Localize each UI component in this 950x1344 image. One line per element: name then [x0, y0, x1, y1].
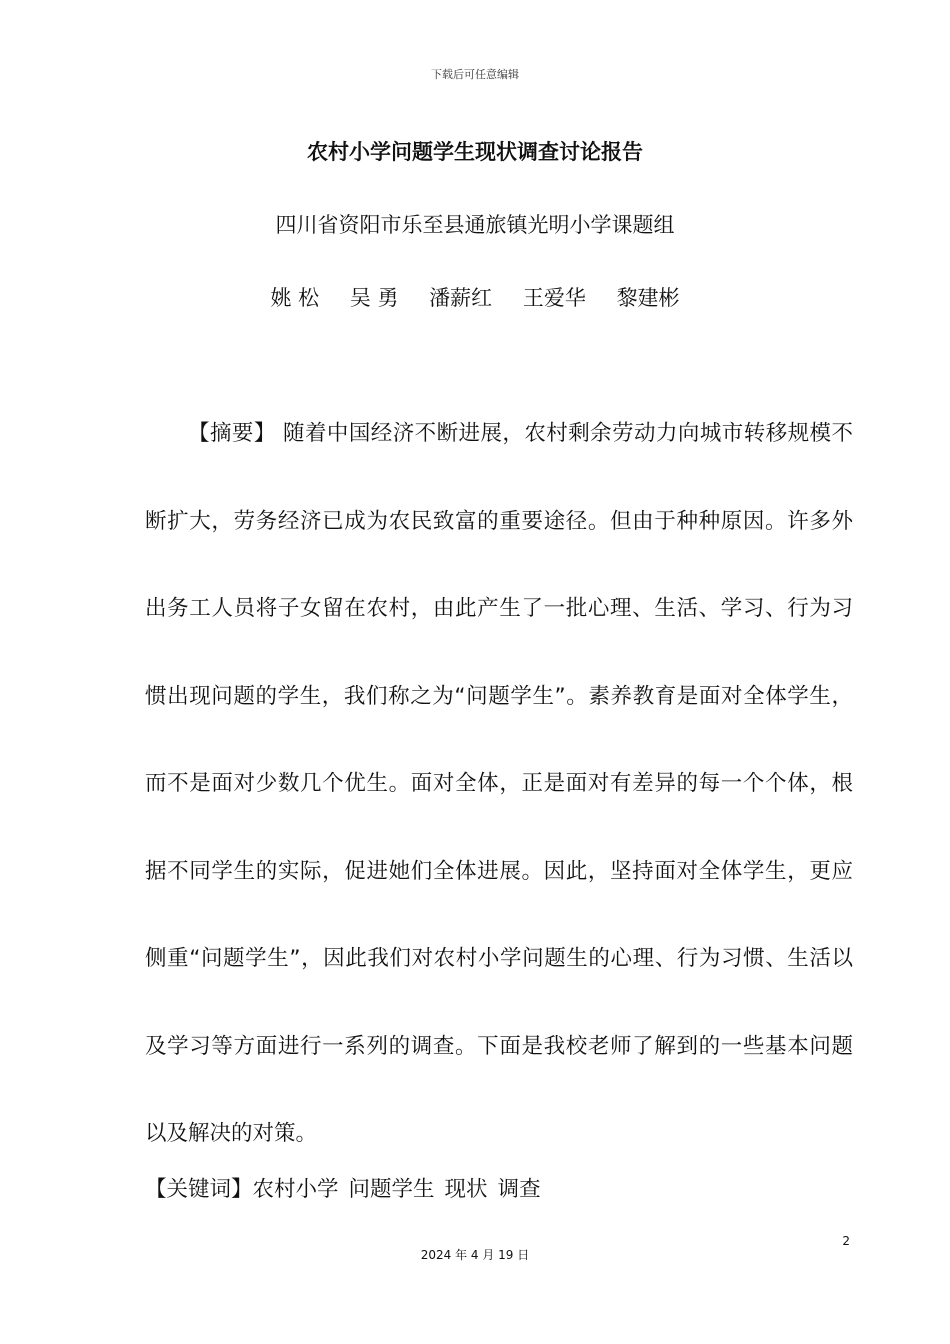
keyword: 调查: [497, 1177, 541, 1202]
keyword: 现状: [444, 1177, 488, 1202]
author: 吴 勇: [349, 286, 399, 310]
author: 王爱华: [522, 286, 586, 310]
document-title: 农村小学问题学生现状调查讨论报告: [307, 140, 643, 164]
footer-date: 2024 年 4 月 19 日: [420, 1248, 530, 1262]
keyword: 问题学生: [348, 1177, 435, 1202]
author: 姚 松: [270, 286, 320, 310]
abstract-paragraph: [145, 390, 853, 1178]
keywords-line: [145, 1172, 853, 1203]
header-note: 下载后可任意编辑: [431, 68, 519, 81]
organization: 四川省资阳市乐至县通旅镇光明小学课题组: [275, 213, 675, 237]
author: 潘薪红: [429, 286, 493, 310]
keyword: 农村小学: [252, 1177, 339, 1202]
author: 黎建彬: [616, 286, 680, 310]
abstract-text: 随着中国经济不断进展，农村剩余劳动力向城市转移规模不断扩大，劳务经济已成为农民致富的重要途径。但由于种种原因。许多外出务工人员将子女留在农村，由此产生了一批心理、生活、学习、行为习惯出现问题的学生，我们称之为“问题学生”。素养教育是面对全体学生，而不是面对少数几个优生。面对全体，正是面对有差异的每一个个体，根据不同学生的实际，促进她们全体进展。因此，坚持面对全体学生，更应侧重“问题学生”，因此我们对农村小学问题生的心理、行为习惯、生活以及学习等方面进行一系列的调查。下面是我校老师了解到的一些基本问题以及解决的对策。: [145, 421, 853, 1146]
abstract-label: 【摘要】: [188, 421, 276, 446]
author-list: [0, 282, 950, 312]
keywords-label: 【关键词】: [145, 1177, 253, 1202]
page-number: 2: [842, 1234, 850, 1248]
